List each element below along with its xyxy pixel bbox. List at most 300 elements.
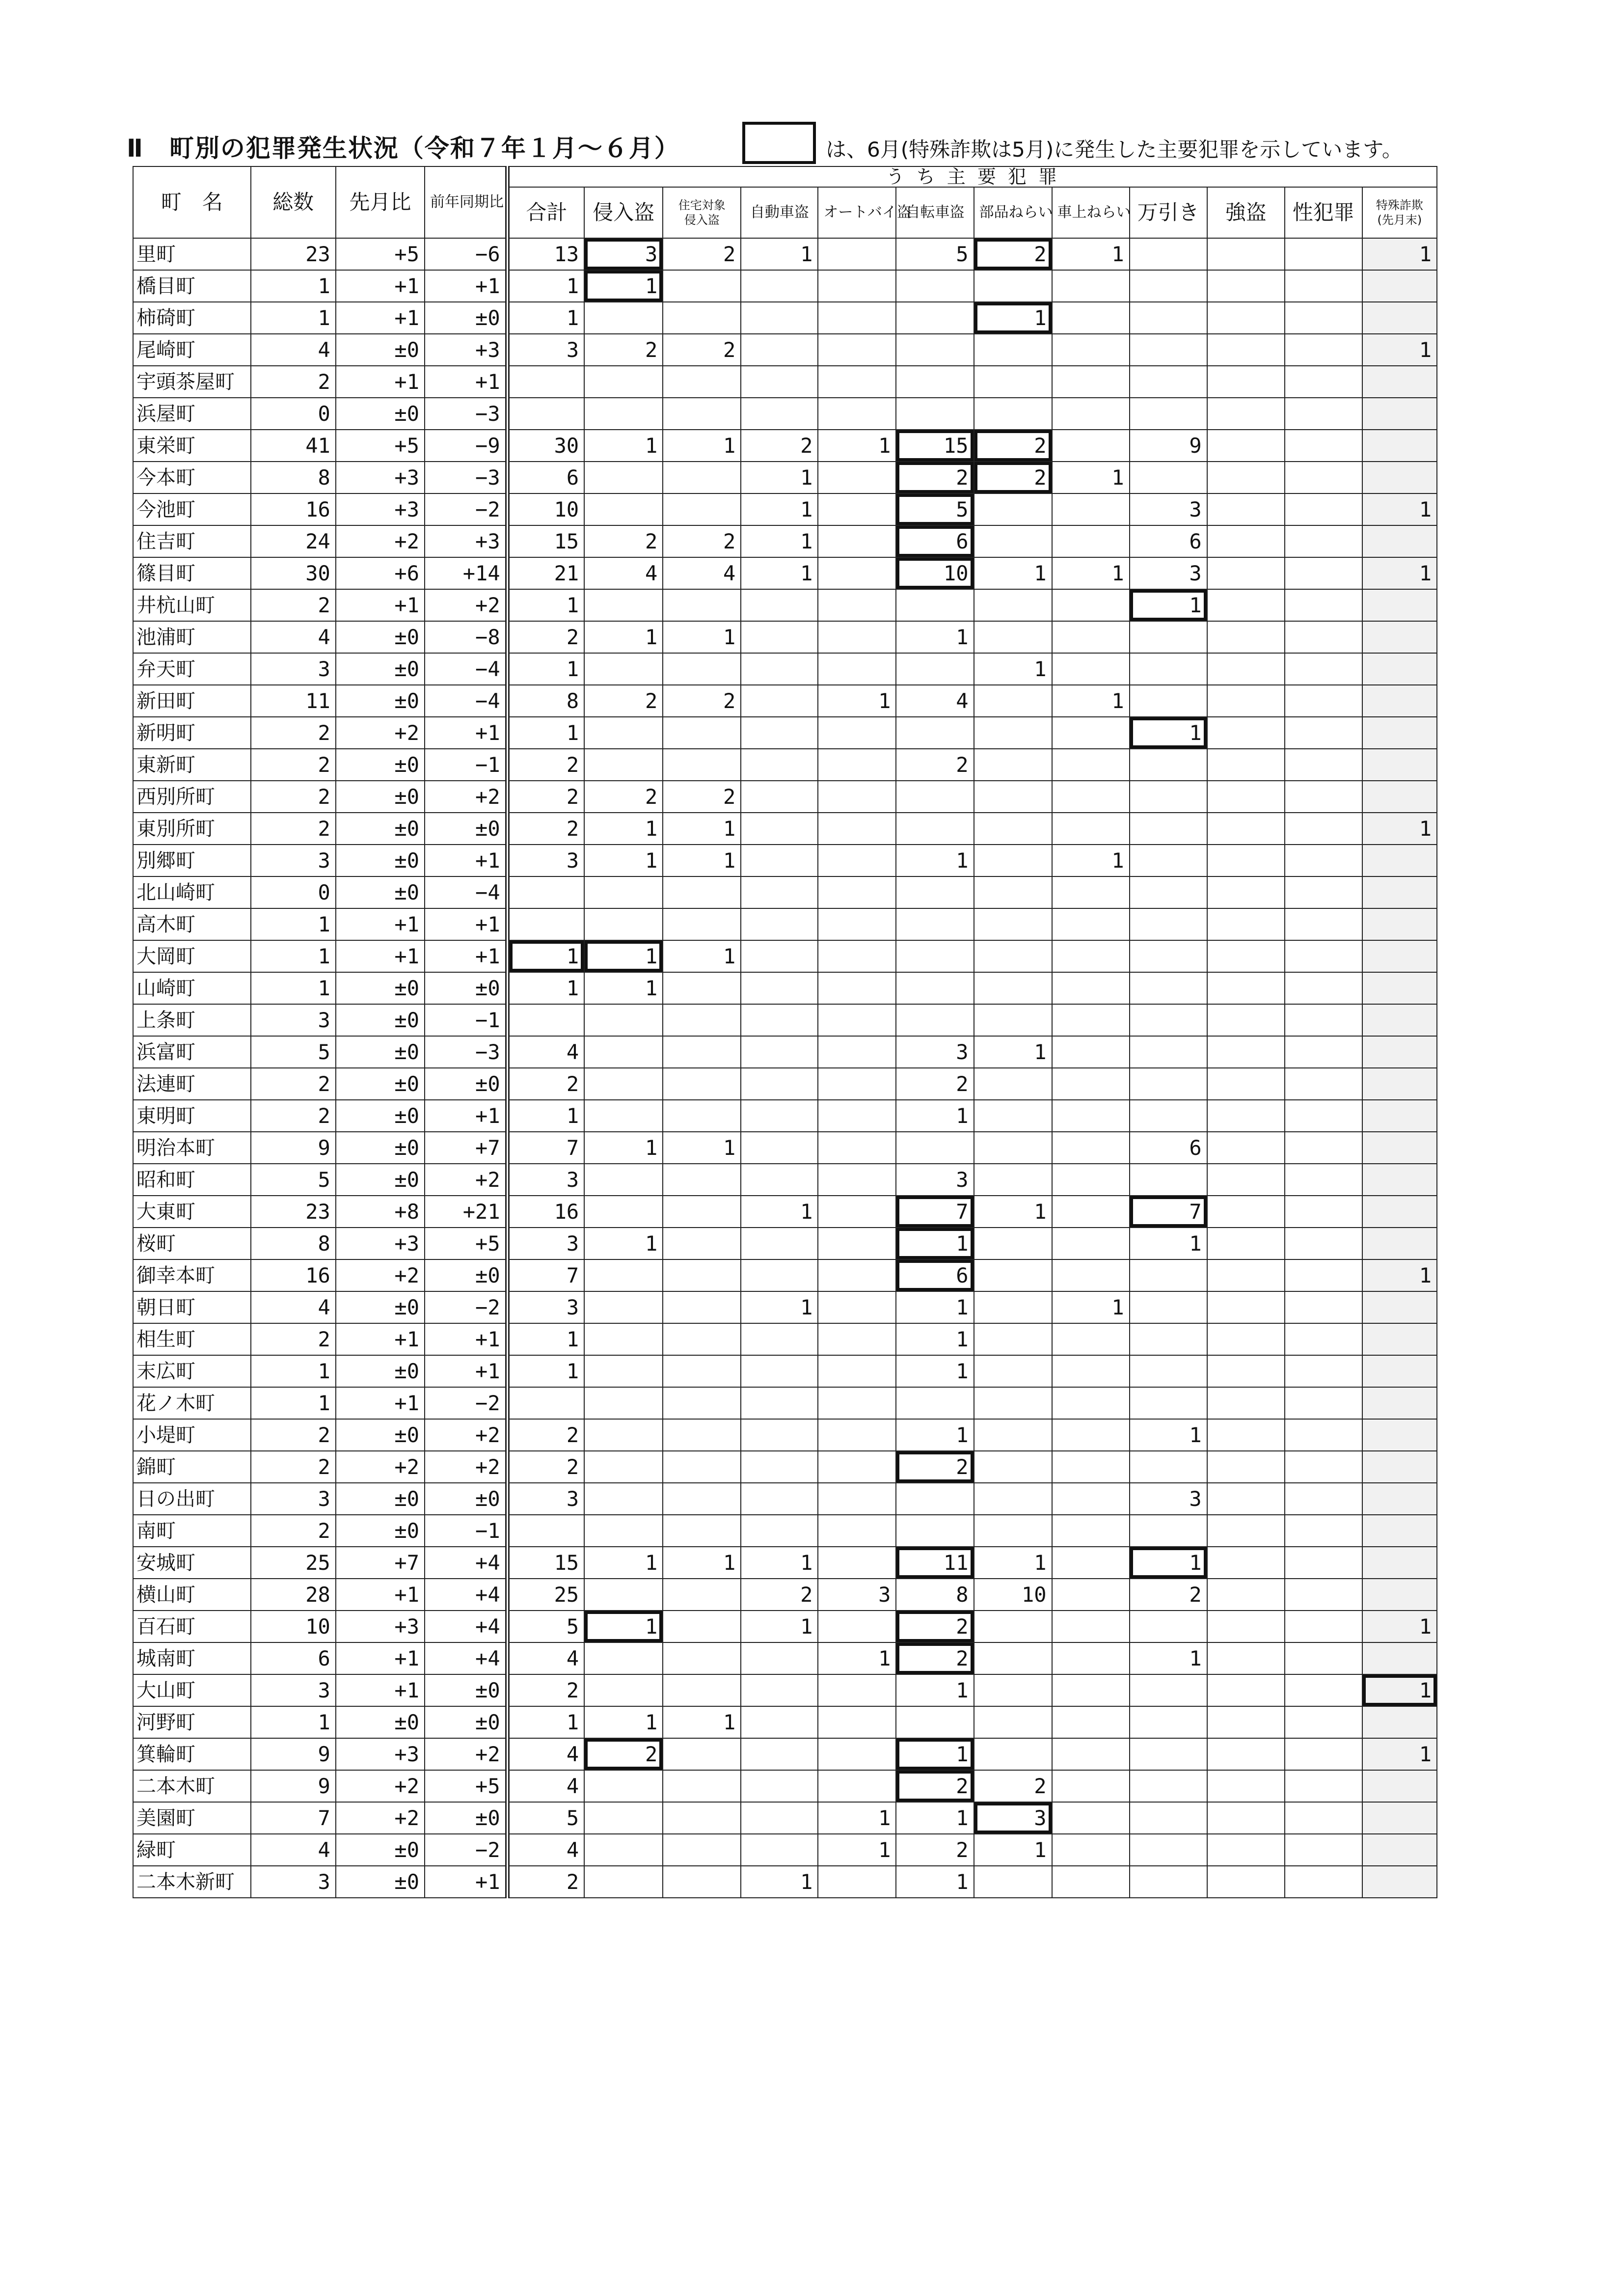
value-cell: 1 xyxy=(818,1834,896,1866)
town-name-cell: 法連町 xyxy=(133,1068,251,1100)
value-cell xyxy=(1362,525,1437,557)
value-cell xyxy=(1052,1738,1130,1770)
value-cell: 3 xyxy=(1130,1483,1207,1515)
town-name-cell: 宇頭茶屋町 xyxy=(133,366,251,398)
value-cell: 1 xyxy=(251,940,336,972)
header-sex-crime: 性犯罪 xyxy=(1285,187,1362,238)
value-cell xyxy=(584,398,663,430)
value-cell xyxy=(818,781,896,813)
value-cell: 2 xyxy=(251,749,336,781)
value-cell: 2 xyxy=(251,366,336,398)
value-cell: 21 xyxy=(507,557,584,589)
value-cell xyxy=(818,1196,896,1228)
value-cell xyxy=(1207,366,1285,398)
value-cell xyxy=(1285,462,1362,493)
value-cell: 10 xyxy=(896,557,974,589)
value-cell: +3 xyxy=(336,462,425,493)
value-cell: −8 xyxy=(425,621,507,653)
value-cell: ±0 xyxy=(336,1483,425,1515)
value-cell: 2 xyxy=(251,1100,336,1132)
value-cell xyxy=(1362,1004,1437,1036)
value-cell: 2 xyxy=(663,238,741,270)
value-cell: +4 xyxy=(425,1642,507,1674)
value-cell: 1 xyxy=(584,972,663,1004)
town-name-cell: 河野町 xyxy=(133,1706,251,1738)
value-cell xyxy=(1285,1387,1362,1419)
value-cell xyxy=(1285,557,1362,589)
value-cell: 4 xyxy=(251,1834,336,1866)
value-cell xyxy=(974,1068,1052,1100)
value-cell xyxy=(818,270,896,302)
value-cell: +1 xyxy=(336,1579,425,1611)
value-cell xyxy=(818,1228,896,1259)
value-cell xyxy=(741,1355,818,1387)
value-cell xyxy=(1130,1164,1207,1196)
table-row xyxy=(133,1611,1437,1642)
value-cell xyxy=(1052,1228,1130,1259)
value-cell xyxy=(663,1259,741,1291)
value-cell xyxy=(1285,1100,1362,1132)
value-cell xyxy=(1285,1228,1362,1259)
value-cell: +3 xyxy=(336,1611,425,1642)
value-cell xyxy=(818,238,896,270)
value-cell: +2 xyxy=(425,1164,507,1196)
value-cell: 1 xyxy=(741,525,818,557)
value-cell xyxy=(1207,1834,1285,1866)
value-cell: 1 xyxy=(663,1132,741,1164)
value-cell xyxy=(1362,749,1437,781)
value-cell: 1 xyxy=(507,1706,584,1738)
value-cell xyxy=(663,1802,741,1834)
value-cell xyxy=(1130,1611,1207,1642)
value-cell xyxy=(1362,685,1437,717)
value-cell xyxy=(663,717,741,749)
value-cell: 1 xyxy=(974,302,1052,334)
value-cell xyxy=(1207,1706,1285,1738)
value-cell xyxy=(663,462,741,493)
value-cell xyxy=(1285,1451,1362,1483)
value-cell: 13 xyxy=(507,238,584,270)
value-cell: 4 xyxy=(507,1738,584,1770)
value-cell xyxy=(1052,1674,1130,1706)
town-name-cell: 篠目町 xyxy=(133,557,251,589)
value-cell: 4 xyxy=(896,685,974,717)
value-cell: 1 xyxy=(251,1387,336,1419)
value-cell xyxy=(1362,1355,1437,1387)
value-cell xyxy=(1207,1100,1285,1132)
value-cell: 1 xyxy=(896,1738,974,1770)
value-cell xyxy=(818,1100,896,1132)
value-cell xyxy=(1052,1802,1130,1834)
value-cell: 1 xyxy=(584,1228,663,1259)
value-cell xyxy=(663,1164,741,1196)
value-cell: ±0 xyxy=(425,1802,507,1834)
value-cell: 2 xyxy=(507,813,584,845)
value-cell xyxy=(741,1323,818,1355)
town-name-cell: 二本木町 xyxy=(133,1770,251,1802)
value-cell xyxy=(1052,1355,1130,1387)
value-cell: 2 xyxy=(507,1674,584,1706)
town-name-cell: 桜町 xyxy=(133,1228,251,1259)
value-cell: 1 xyxy=(1052,685,1130,717)
value-cell: 1 xyxy=(584,270,663,302)
table-row xyxy=(133,1100,1437,1132)
value-cell xyxy=(507,398,584,430)
town-name-cell: 浜富町 xyxy=(133,1036,251,1068)
value-cell xyxy=(1285,781,1362,813)
value-cell: 1 xyxy=(974,653,1052,685)
value-cell xyxy=(1052,270,1130,302)
value-cell: 9 xyxy=(251,1132,336,1164)
value-cell xyxy=(818,1866,896,1898)
value-cell xyxy=(974,1674,1052,1706)
value-cell xyxy=(974,1259,1052,1291)
value-cell: 15 xyxy=(896,430,974,462)
value-cell xyxy=(818,621,896,653)
value-cell xyxy=(1362,1291,1437,1323)
value-cell xyxy=(1285,1738,1362,1770)
value-cell xyxy=(1362,366,1437,398)
value-cell xyxy=(1052,493,1130,525)
value-cell: 11 xyxy=(251,685,336,717)
value-cell xyxy=(663,908,741,940)
value-cell xyxy=(1052,1866,1130,1898)
value-cell xyxy=(1207,1579,1285,1611)
table-row xyxy=(133,334,1437,366)
table-row xyxy=(133,1834,1437,1866)
value-cell: 2 xyxy=(584,781,663,813)
value-cell xyxy=(896,972,974,1004)
value-cell xyxy=(1052,1036,1130,1068)
value-cell xyxy=(1285,334,1362,366)
value-cell xyxy=(1052,398,1130,430)
value-cell xyxy=(818,1355,896,1387)
value-cell: 3 xyxy=(818,1579,896,1611)
value-cell xyxy=(1052,1770,1130,1802)
value-cell xyxy=(974,1451,1052,1483)
value-cell xyxy=(663,1196,741,1228)
value-cell xyxy=(663,1738,741,1770)
header-robbery: 強盗 xyxy=(1207,187,1285,238)
value-cell xyxy=(818,1323,896,1355)
value-cell: 9 xyxy=(251,1770,336,1802)
town-name-cell: 柿碕町 xyxy=(133,302,251,334)
value-cell xyxy=(1052,1132,1130,1164)
table-row xyxy=(133,1451,1437,1483)
value-cell: −4 xyxy=(425,685,507,717)
value-cell xyxy=(663,1515,741,1547)
value-cell: ±0 xyxy=(425,1068,507,1100)
value-cell xyxy=(818,972,896,1004)
value-cell xyxy=(1285,972,1362,1004)
value-cell: 6 xyxy=(1130,525,1207,557)
value-cell: 1 xyxy=(507,589,584,621)
value-cell xyxy=(741,621,818,653)
table-body xyxy=(133,238,1437,1898)
value-cell: 3 xyxy=(1130,493,1207,525)
value-cell xyxy=(1207,685,1285,717)
table-row xyxy=(133,908,1437,940)
value-cell: +1 xyxy=(425,270,507,302)
value-cell xyxy=(1285,1036,1362,1068)
page-title: Ⅱ 町別の犯罪発生状況（令和７年１月～６月） xyxy=(127,134,680,163)
value-cell xyxy=(1207,813,1285,845)
value-cell: 1 xyxy=(818,1642,896,1674)
value-cell xyxy=(741,1036,818,1068)
value-cell xyxy=(1362,653,1437,685)
value-cell: 1 xyxy=(507,972,584,1004)
value-cell: 1 xyxy=(507,1323,584,1355)
value-cell xyxy=(818,1738,896,1770)
value-cell: 2 xyxy=(251,1068,336,1100)
value-cell xyxy=(1207,1259,1285,1291)
table-row xyxy=(133,781,1437,813)
value-cell xyxy=(1207,653,1285,685)
value-cell: 1 xyxy=(1362,1611,1437,1642)
value-cell xyxy=(1207,238,1285,270)
value-cell xyxy=(663,270,741,302)
value-cell xyxy=(584,1196,663,1228)
value-cell xyxy=(1362,1802,1437,1834)
value-cell xyxy=(741,749,818,781)
value-cell: −3 xyxy=(425,398,507,430)
value-cell xyxy=(1052,1100,1130,1132)
town-name-cell: 御幸本町 xyxy=(133,1259,251,1291)
value-cell xyxy=(1362,1164,1437,1196)
value-cell: +5 xyxy=(336,430,425,462)
value-cell xyxy=(1285,1802,1362,1834)
value-cell xyxy=(584,1323,663,1355)
value-cell: 1 xyxy=(896,621,974,653)
value-cell xyxy=(1207,1770,1285,1802)
value-cell xyxy=(1362,589,1437,621)
value-cell: −2 xyxy=(425,1291,507,1323)
value-cell xyxy=(974,940,1052,972)
value-cell xyxy=(974,845,1052,876)
value-cell xyxy=(818,876,896,908)
value-cell: 5 xyxy=(251,1164,336,1196)
value-cell: 2 xyxy=(584,1738,663,1770)
value-cell xyxy=(1052,334,1130,366)
value-cell xyxy=(1362,1323,1437,1355)
value-cell: −3 xyxy=(425,1036,507,1068)
table-row xyxy=(133,813,1437,845)
value-cell xyxy=(741,1259,818,1291)
value-cell: 2 xyxy=(663,525,741,557)
value-cell xyxy=(1130,1706,1207,1738)
value-cell: 1 xyxy=(818,685,896,717)
value-cell: 1 xyxy=(1362,813,1437,845)
value-cell xyxy=(741,1706,818,1738)
value-cell xyxy=(818,1451,896,1483)
value-cell: +7 xyxy=(425,1132,507,1164)
value-cell xyxy=(1130,462,1207,493)
value-cell: 9 xyxy=(251,1738,336,1770)
value-cell xyxy=(1207,334,1285,366)
value-cell xyxy=(741,781,818,813)
value-cell: 15 xyxy=(507,1547,584,1579)
value-cell: 1 xyxy=(818,430,896,462)
value-cell xyxy=(818,1770,896,1802)
value-cell: 1 xyxy=(584,1706,663,1738)
value-cell: +1 xyxy=(336,908,425,940)
value-cell xyxy=(663,1834,741,1866)
table-row xyxy=(133,1132,1437,1164)
value-cell xyxy=(1285,1642,1362,1674)
value-cell: −2 xyxy=(425,1834,507,1866)
value-cell: 1 xyxy=(251,1355,336,1387)
value-cell xyxy=(818,749,896,781)
value-cell: 6 xyxy=(896,525,974,557)
value-cell xyxy=(1285,845,1362,876)
value-cell: −2 xyxy=(425,1387,507,1419)
value-cell xyxy=(818,1132,896,1164)
value-cell xyxy=(1207,1323,1285,1355)
value-cell xyxy=(663,876,741,908)
value-cell xyxy=(1052,717,1130,749)
value-cell: 1 xyxy=(507,1100,584,1132)
value-cell: 3 xyxy=(896,1164,974,1196)
header-total-sum: 合計 xyxy=(507,187,584,238)
value-cell xyxy=(818,908,896,940)
value-cell: 2 xyxy=(584,334,663,366)
value-cell: +5 xyxy=(336,238,425,270)
value-cell: 1 xyxy=(741,1196,818,1228)
value-cell xyxy=(1052,653,1130,685)
town-name-cell: 南町 xyxy=(133,1515,251,1547)
value-cell xyxy=(1285,302,1362,334)
value-cell: ±0 xyxy=(336,1706,425,1738)
value-cell xyxy=(741,1738,818,1770)
value-cell xyxy=(1362,1228,1437,1259)
value-cell xyxy=(1130,940,1207,972)
value-cell: +2 xyxy=(336,717,425,749)
value-cell: −3 xyxy=(425,462,507,493)
value-cell: 1 xyxy=(663,430,741,462)
table-row xyxy=(133,876,1437,908)
table-row xyxy=(133,621,1437,653)
value-cell: 1 xyxy=(1362,493,1437,525)
value-cell: −9 xyxy=(425,430,507,462)
value-cell: ±0 xyxy=(336,781,425,813)
value-cell: +14 xyxy=(425,557,507,589)
value-cell xyxy=(1362,398,1437,430)
value-cell: 1 xyxy=(974,1036,1052,1068)
value-cell xyxy=(741,1451,818,1483)
value-cell xyxy=(1207,1547,1285,1579)
value-cell xyxy=(974,908,1052,940)
value-cell: 1 xyxy=(507,717,584,749)
value-cell xyxy=(1362,1100,1437,1132)
value-cell: 16 xyxy=(507,1196,584,1228)
value-cell: ±0 xyxy=(425,813,507,845)
value-cell: +2 xyxy=(425,1419,507,1451)
value-cell: 7 xyxy=(507,1132,584,1164)
value-cell xyxy=(1362,717,1437,749)
table-row xyxy=(133,1419,1437,1451)
value-cell: 3 xyxy=(251,1866,336,1898)
value-cell xyxy=(1052,940,1130,972)
value-cell xyxy=(1362,781,1437,813)
value-cell xyxy=(663,1036,741,1068)
value-cell xyxy=(584,1068,663,1100)
value-cell: 4 xyxy=(251,621,336,653)
value-cell: 2 xyxy=(896,1642,974,1674)
value-cell: +2 xyxy=(425,589,507,621)
table-row xyxy=(133,1866,1437,1898)
value-cell: 2 xyxy=(251,717,336,749)
value-cell: 1 xyxy=(1130,1642,1207,1674)
value-cell: 2 xyxy=(896,1068,974,1100)
value-cell xyxy=(1285,525,1362,557)
value-cell: −4 xyxy=(425,876,507,908)
value-cell xyxy=(1285,1770,1362,1802)
value-cell xyxy=(1285,270,1362,302)
value-cell xyxy=(974,366,1052,398)
value-cell xyxy=(1130,398,1207,430)
value-cell: 1 xyxy=(1362,238,1437,270)
value-cell: 1 xyxy=(896,1228,974,1259)
header-motorbike-theft: オートバイ盗 xyxy=(818,187,896,238)
value-cell: 5 xyxy=(251,1036,336,1068)
value-cell: 25 xyxy=(251,1547,336,1579)
value-cell xyxy=(818,557,896,589)
value-cell: 1 xyxy=(974,1834,1052,1866)
value-cell xyxy=(818,334,896,366)
value-cell xyxy=(663,1770,741,1802)
value-cell: 6 xyxy=(251,1642,336,1674)
value-cell: ±0 xyxy=(336,749,425,781)
value-cell xyxy=(1207,1483,1285,1515)
table-row xyxy=(133,685,1437,717)
value-cell xyxy=(663,1323,741,1355)
value-cell xyxy=(1362,1866,1437,1898)
header-major-crimes: う ち 主 要 犯 罪 xyxy=(507,166,1437,187)
value-cell: 1 xyxy=(251,302,336,334)
value-cell xyxy=(818,398,896,430)
value-cell xyxy=(974,270,1052,302)
table-row xyxy=(133,940,1437,972)
value-cell: 25 xyxy=(507,1579,584,1611)
value-cell xyxy=(1285,749,1362,781)
value-cell xyxy=(663,302,741,334)
value-cell: 3 xyxy=(251,1674,336,1706)
value-cell xyxy=(584,1387,663,1419)
value-cell xyxy=(1052,1642,1130,1674)
header-car-theft: 自動車盗 xyxy=(741,187,818,238)
value-cell xyxy=(1207,493,1285,525)
value-cell xyxy=(741,1164,818,1196)
value-cell: 1 xyxy=(1362,1259,1437,1291)
table-row xyxy=(133,557,1437,589)
value-cell: +1 xyxy=(425,1100,507,1132)
value-cell: +1 xyxy=(425,717,507,749)
value-cell xyxy=(974,685,1052,717)
value-cell xyxy=(818,1164,896,1196)
value-cell: 3 xyxy=(507,1228,584,1259)
value-cell: +1 xyxy=(425,1323,507,1355)
value-cell xyxy=(1052,1164,1130,1196)
value-cell: ±0 xyxy=(336,845,425,876)
value-cell xyxy=(1052,1259,1130,1291)
value-cell xyxy=(896,781,974,813)
value-cell: 2 xyxy=(251,1451,336,1483)
value-cell xyxy=(663,1611,741,1642)
value-cell: 7 xyxy=(1130,1196,1207,1228)
value-cell xyxy=(1285,1132,1362,1164)
table-row xyxy=(133,1674,1437,1706)
table-row xyxy=(133,1483,1437,1515)
